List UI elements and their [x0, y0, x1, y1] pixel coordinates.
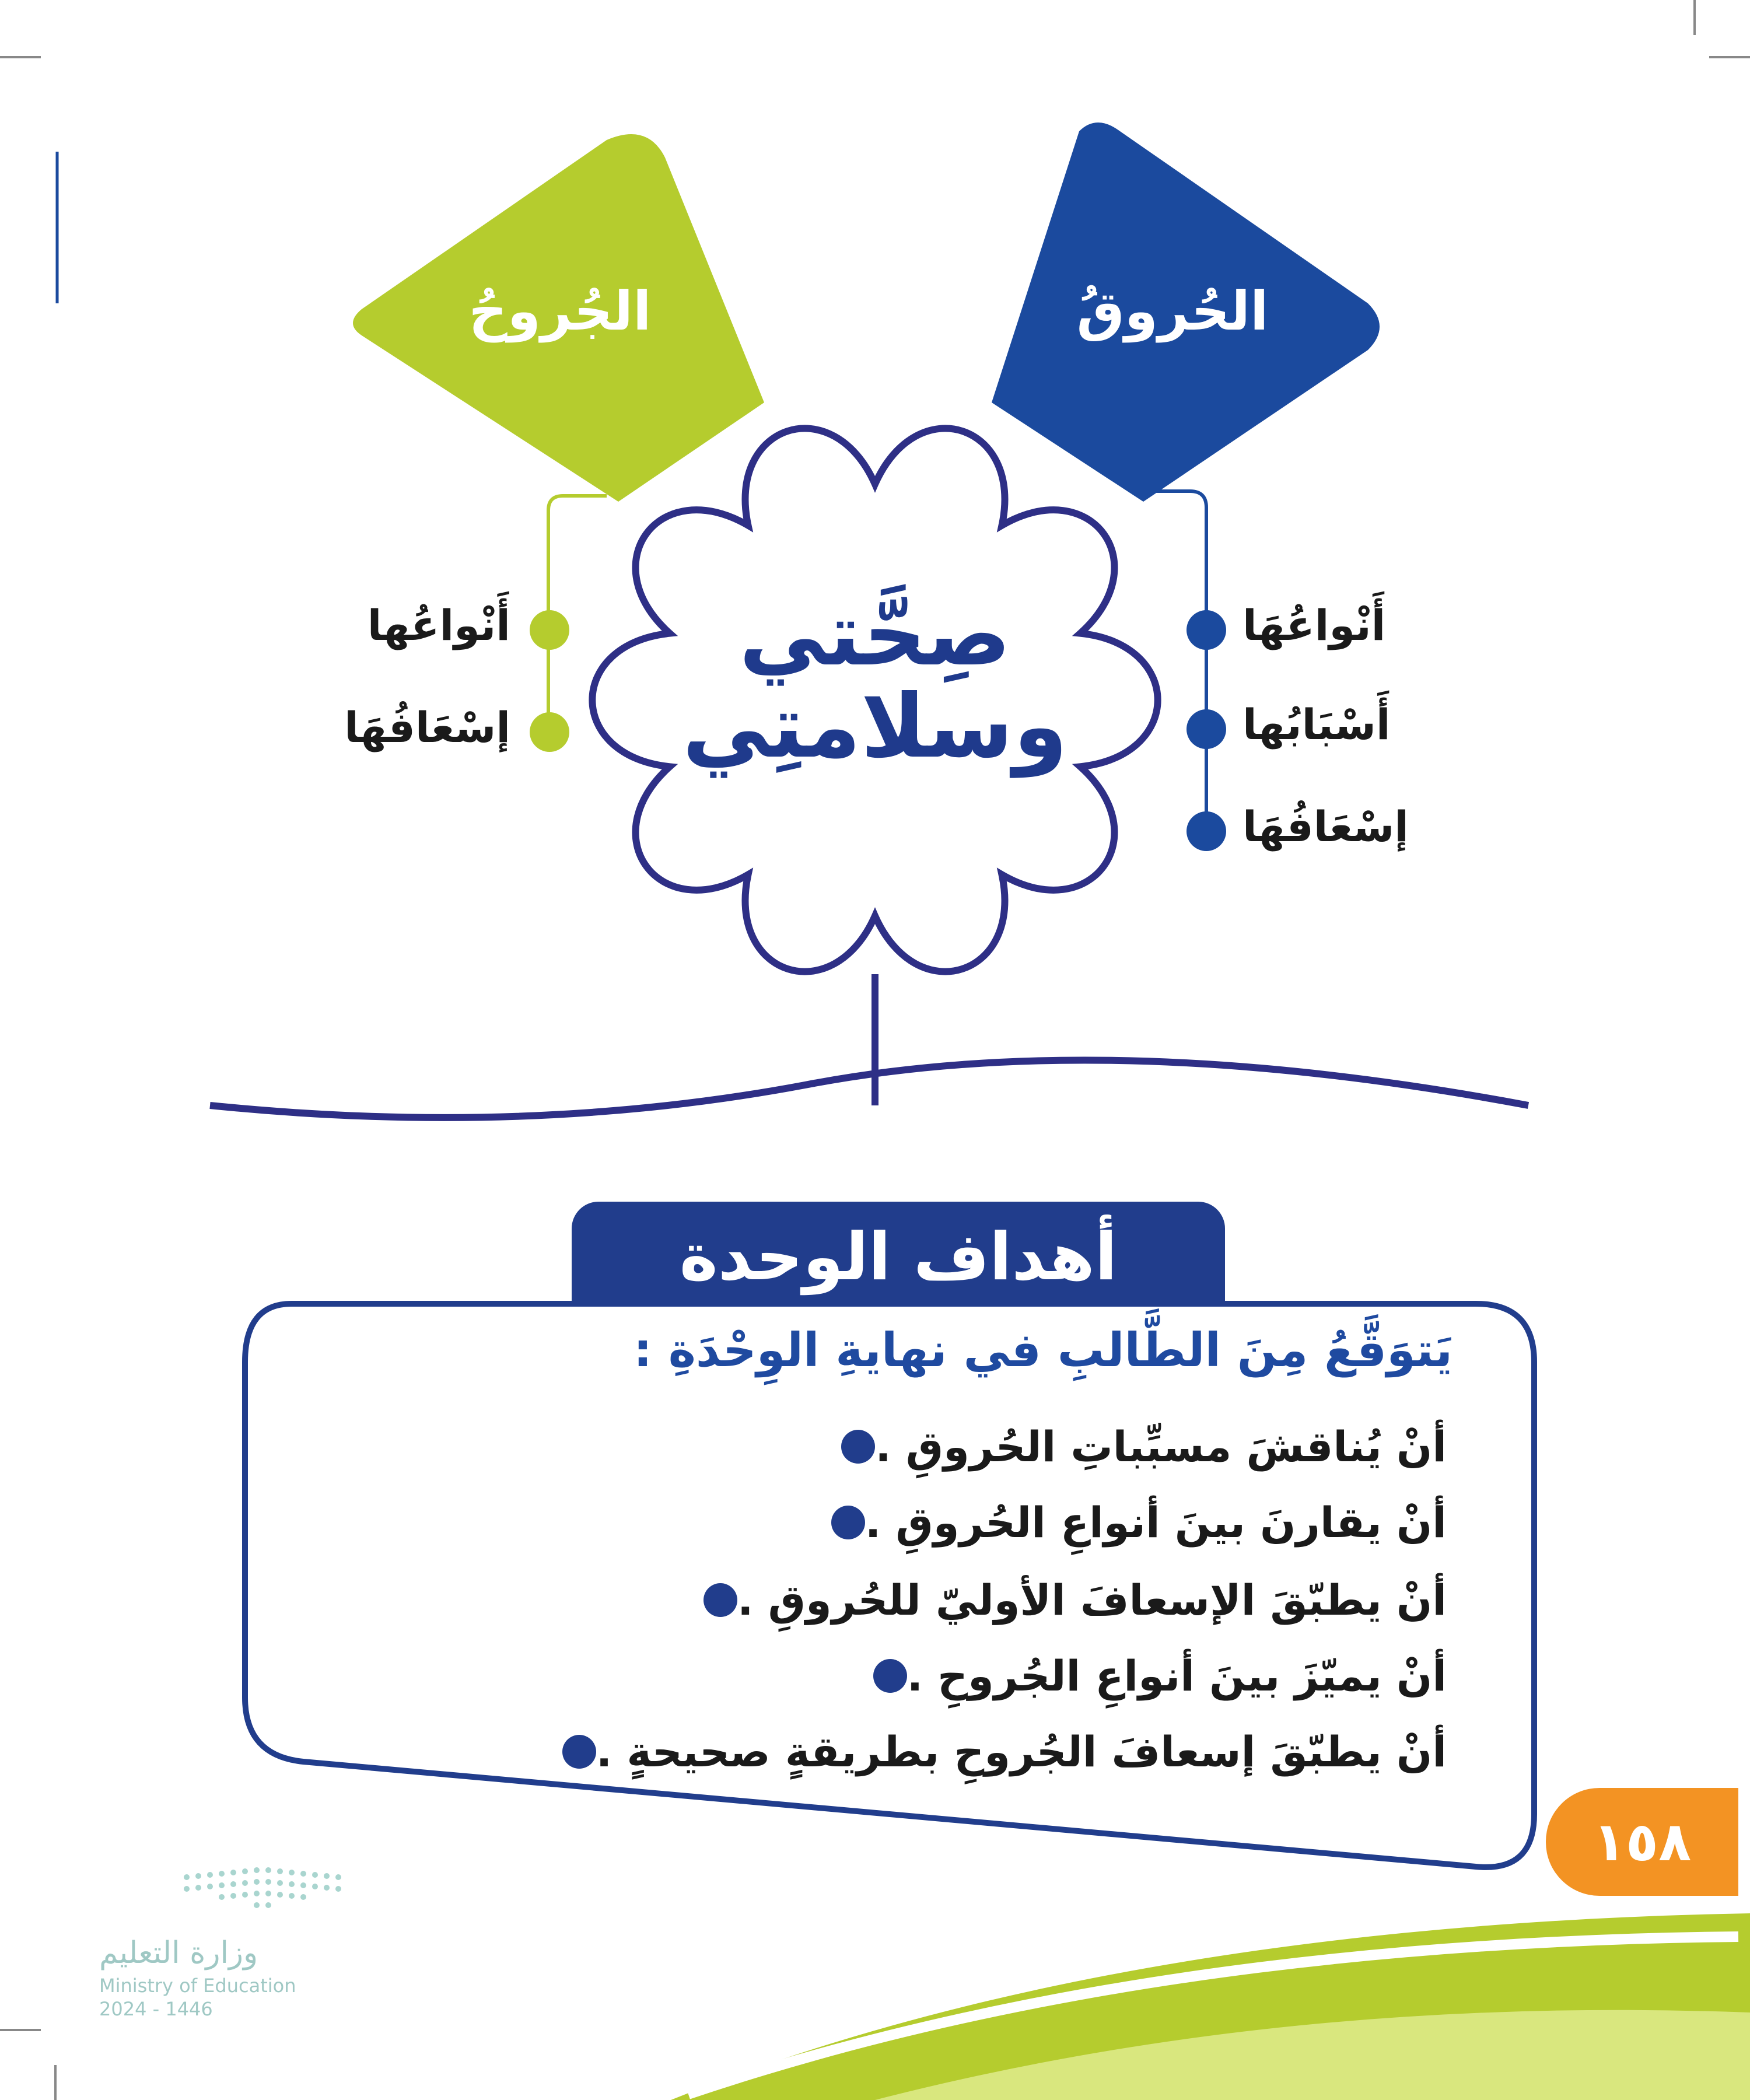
bullet-icon [831, 1506, 865, 1539]
goal-text: أنْ يُناقشَ مسبِّباتِ الحُروقِ . [875, 1422, 1447, 1471]
logo-dot [265, 1879, 271, 1885]
logo-dot [230, 1881, 236, 1887]
logo-dot [230, 1870, 236, 1875]
goal-item [823, 1490, 1447, 1555]
goal-text: أنْ يطبّقَ الإسعافَ الأوليّ للحُروقِ . [737, 1576, 1447, 1625]
goals-heading: أهداف الوحدة [572, 1202, 1225, 1307]
ministry-logo-icon [184, 1867, 341, 1908]
logo-dot [300, 1871, 306, 1877]
logo-dot [312, 1884, 318, 1889]
page-number: ١٥٨ [1546, 1788, 1738, 1896]
burns-item: أَنْواعُهَا [1242, 601, 1386, 650]
logo-dot [195, 1885, 201, 1891]
logo-dot [230, 1893, 236, 1899]
bullet-icon [562, 1735, 596, 1769]
logo-dot [265, 1867, 271, 1873]
goal-text: أنْ يميّزَ بينَ أنواعِ الجُروحِ . [907, 1651, 1447, 1700]
logo-dot [207, 1884, 213, 1889]
goals-intro: يَتوَقَّعُ مِنَ الطَّالبِ في نهايةِ الوِحْدَةِ : [633, 1323, 1452, 1377]
center-title-line2: وسلامتِي [682, 676, 1068, 778]
logo-dot [265, 1891, 271, 1896]
burns-bullet [1186, 811, 1226, 851]
logo-dot [242, 1892, 248, 1898]
logo-dot [324, 1873, 330, 1879]
logo-dot [335, 1874, 341, 1880]
logo-dot [242, 1868, 248, 1874]
ministry-year: 2024 - 1446 [99, 1998, 213, 2020]
logo-dot [254, 1879, 260, 1885]
logo-dot [335, 1886, 341, 1892]
wounds-bullet [530, 610, 569, 650]
logo-dot [184, 1886, 190, 1892]
goal-item [865, 1644, 1447, 1708]
ministry-name-ar: وزارة التعليم [99, 1936, 258, 1971]
center-title-line1: صِحَّتي [738, 584, 1012, 685]
logo-dot [254, 1891, 260, 1896]
burns-item: أَسْبَابُها [1242, 700, 1391, 749]
logo-dot [289, 1881, 295, 1887]
logo-dot [242, 1880, 248, 1886]
logo-dot [277, 1880, 283, 1886]
burns-title: الحُروقُ [1076, 280, 1269, 342]
wounds-item: إسْعَافُهَا [344, 703, 510, 752]
logo-dot [289, 1870, 295, 1875]
goal-item [554, 1720, 1447, 1784]
burns-bullet [1186, 610, 1226, 650]
logo-dot [324, 1885, 330, 1891]
logo-dot [195, 1873, 201, 1879]
logo-dot [265, 1902, 271, 1908]
logo-dot [277, 1868, 283, 1874]
logo-dot [312, 1872, 318, 1878]
burns-item: إسْعَافُهَا [1242, 802, 1409, 851]
logo-dot [219, 1882, 225, 1888]
logo-dot [219, 1894, 225, 1900]
logo-dot [254, 1867, 260, 1873]
logo-dot [254, 1902, 260, 1908]
wounds-title: الجُروحُ [468, 280, 652, 342]
logo-dot [289, 1893, 295, 1899]
logo-dot [277, 1892, 283, 1898]
hill-line [210, 1060, 1528, 1117]
bullet-icon [704, 1583, 737, 1617]
wounds-bullet [530, 712, 569, 752]
logo-dot [219, 1871, 225, 1877]
wounds-item: أَنْواعُها [367, 601, 510, 650]
logo-dot [184, 1874, 190, 1880]
bullet-icon [873, 1659, 907, 1693]
burns-connector [1146, 491, 1206, 834]
burns-bullet [1186, 709, 1226, 749]
ministry-name-en: Ministry of Education [99, 1975, 296, 1997]
logo-dot [300, 1894, 306, 1900]
goal-item [833, 1415, 1447, 1479]
logo-dot [300, 1882, 306, 1888]
goal-text: أنْ يقارنَ بينَ أنواعِ الحُروقِ . [864, 1498, 1447, 1547]
bullet-icon [841, 1430, 875, 1464]
center-title [665, 584, 1085, 778]
goal-text: أنْ يطبّقَ إسعافَ الجُروحِ بطريقةٍ صحيحةٍ . [596, 1727, 1447, 1776]
logo-dot [207, 1872, 213, 1878]
goal-item [695, 1568, 1447, 1632]
